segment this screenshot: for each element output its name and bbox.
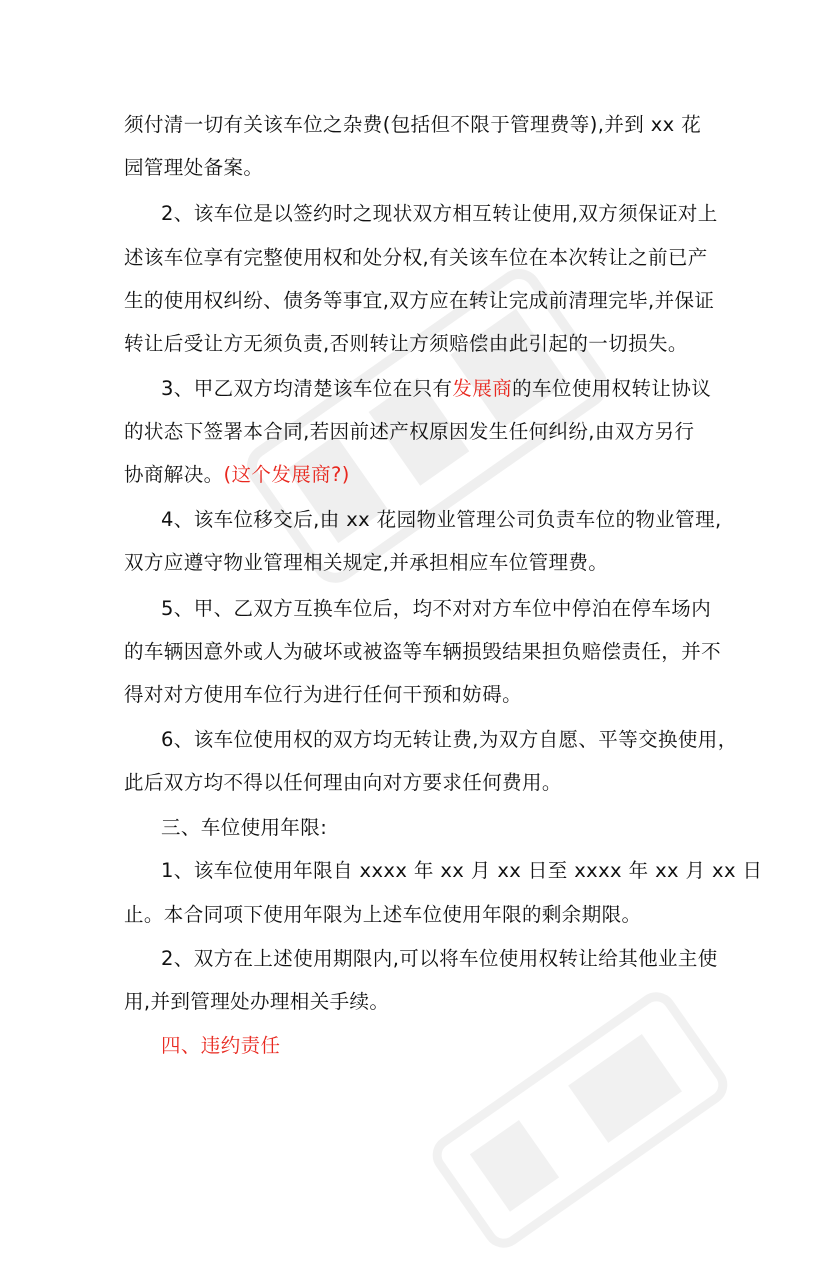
- paragraph-line: 双方应遵守物业管理相关规定,并承担相应车位管理费。: [124, 551, 609, 574]
- paragraph-line: 5、甲、乙双方互换车位后，均不对对方车位中停泊在停车场内: [161, 597, 712, 620]
- highlight-question-note: (这个发展商?): [223, 463, 350, 486]
- paragraph-line: 述该车位享有完整使用权和处分权,有关该车位在本次转让之前已产: [124, 246, 708, 269]
- paragraph-line: 4、该车位移交后,由 xx 花园物业管理公司负责车位的物业管理,: [161, 508, 722, 531]
- text-span: 3、甲乙双方均清楚该车位在只有: [161, 377, 453, 400]
- paragraph-line: 1、该车位使用年限自 xxxx 年 xx 月 xx 日至 xxxx 年 xx 月 xx 日: [161, 859, 763, 882]
- text-span: 的车位使用权转让协议: [512, 377, 712, 400]
- paragraph-line: 得对对方使用车位行为进行任何干预和妨碍。: [124, 683, 523, 706]
- paragraph-line: 转让后受让方无须负责,否则转让方须赔偿由此引起的一切损失。: [124, 332, 688, 355]
- paragraph-line: 此后双方均不得以任何理由向对方要求任何费用。: [124, 771, 562, 794]
- paragraph-line: [161, 376, 711, 402]
- paragraph-line: 6、该车位使用权的双方均无转让费,为双方自愿、平等交换使用，: [161, 728, 738, 751]
- section-heading-usage-term: 三、车位使用年限:: [161, 816, 328, 839]
- paragraph-line: 止。本合同项下使用年限为上述车位使用年限的剩余期限。: [124, 903, 642, 926]
- paragraph-line: 的状态下签署本合同,若因前述产权原因发生任何纠纷,由双方另行: [124, 420, 695, 443]
- paragraph-line: [124, 462, 350, 488]
- paragraph-line: 2、该车位是以签约时之现状双方相互转让使用,双方须保证对上: [161, 202, 718, 225]
- paragraph-line: 的车辆因意外或人为破坏或被盗等车辆损毁结果担负赔偿责任，并不: [124, 640, 722, 663]
- paragraph-line: 生的使用权纠纷、债务等事宜,双方应在转让完成前清理完毕,并保证: [124, 289, 715, 312]
- paragraph-line: 用,并到管理处办理相关手续。: [124, 990, 390, 1013]
- paragraph-line: 园管理处备案。: [124, 156, 264, 179]
- paragraph-line: 2、双方在上述使用期限内,可以将车位使用权转让给其他业主使: [161, 947, 718, 970]
- highlight-developer: 发展商: [452, 377, 513, 400]
- text-span: 协商解决。: [124, 463, 224, 486]
- section-heading-breach: 四、违约责任: [161, 1034, 281, 1057]
- paragraph-line: 须付清一切有关该车位之杂费(包括但不限于管理费等),并到 xx 花: [124, 113, 702, 136]
- watermark-lower: [411, 968, 749, 1271]
